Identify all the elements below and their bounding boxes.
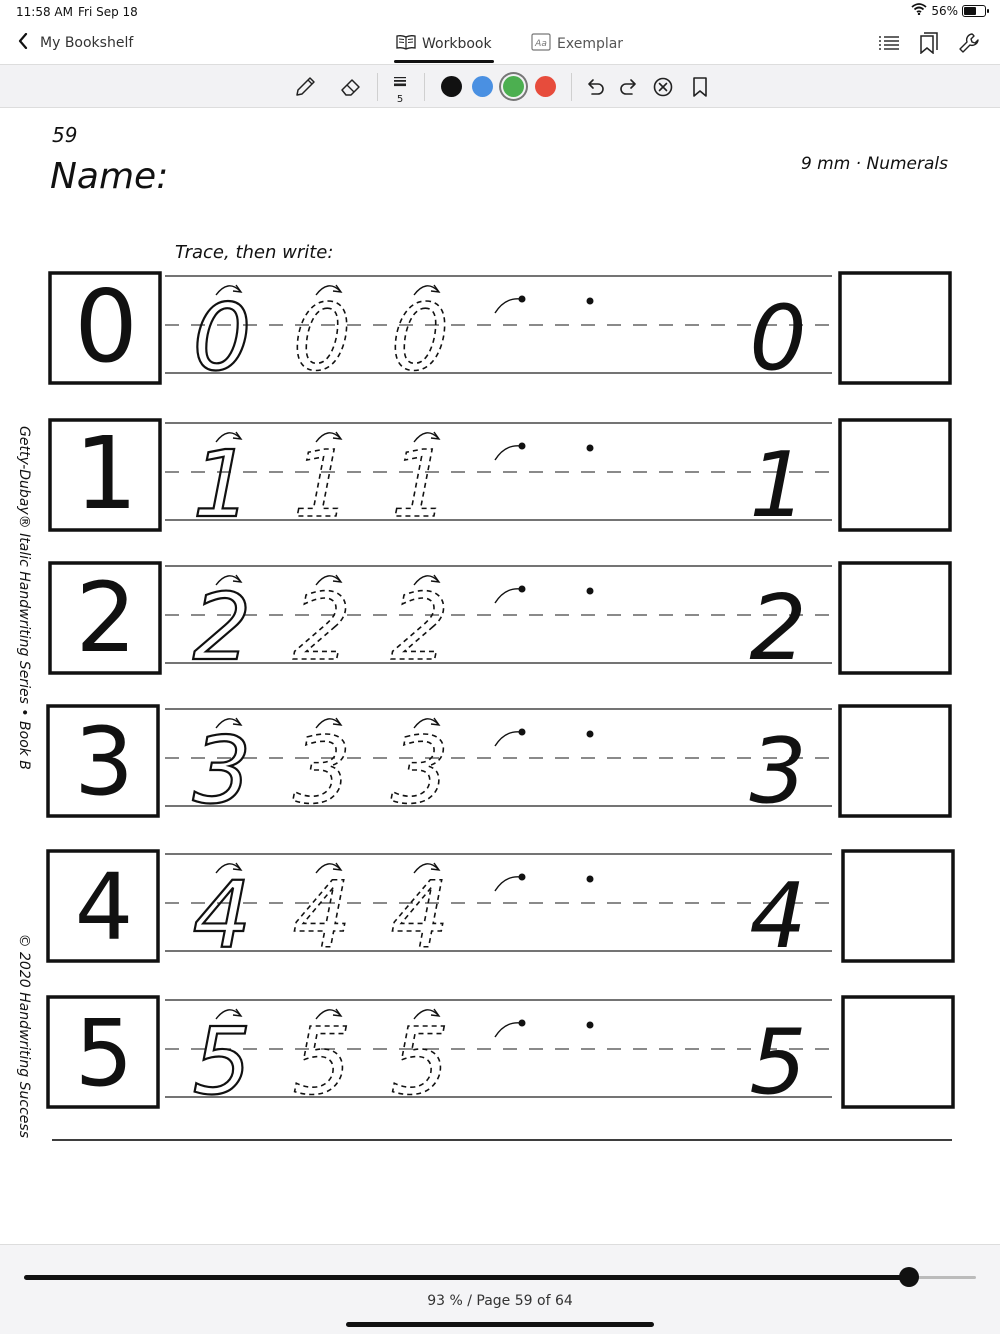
- trace-numeral-4: 4: [390, 862, 450, 969]
- pencil-icon[interactable]: [290, 72, 320, 102]
- trace-numeral-2: 2: [292, 574, 352, 681]
- copyright-credit: © 2020 Handwriting Success: [16, 933, 32, 1138]
- status-date: Fri Sep 18: [78, 5, 138, 19]
- model-numeral-5: 5: [74, 1000, 134, 1107]
- start-dot: [519, 296, 526, 303]
- trace-numeral-4: 4: [192, 862, 252, 969]
- nav-bar: [0, 24, 1000, 64]
- chevron-left-icon: [18, 33, 28, 53]
- exemplar-numeral-3: 3: [749, 719, 807, 824]
- color-blue[interactable]: [472, 76, 493, 97]
- start-dot: [519, 1020, 526, 1027]
- start-dot: [519, 874, 526, 881]
- trace-numeral-3: 3: [192, 717, 252, 824]
- color-red[interactable]: [535, 76, 556, 97]
- trace-numeral-2: 2: [192, 574, 252, 681]
- trace-numeral-4: 4: [292, 862, 352, 969]
- start-dot: [519, 729, 526, 736]
- bookmark-icon[interactable]: [685, 72, 715, 102]
- name-label: Name:: [50, 156, 169, 197]
- status-time: 11:58 AM: [16, 5, 73, 19]
- open-book-icon: [396, 34, 416, 54]
- page-slider[interactable]: [24, 1267, 976, 1287]
- exemplar-numeral-5: 5: [749, 1010, 807, 1115]
- model-numeral-0: 0: [74, 268, 138, 385]
- trace-numeral-5: 5: [292, 1008, 352, 1115]
- color-green[interactable]: [503, 76, 524, 97]
- start-arrow: [495, 446, 521, 460]
- model-numeral-4: 4: [74, 854, 134, 961]
- font-box-icon: [531, 33, 551, 55]
- undo-icon[interactable]: [580, 72, 610, 102]
- tab-exemplar[interactable]: [531, 28, 623, 60]
- annotation-toolbar: [0, 64, 1000, 108]
- back-label: My Bookshelf: [40, 35, 134, 51]
- battery-icon: [962, 5, 986, 17]
- line-weight-button[interactable]: [385, 70, 415, 104]
- start-arrow: [495, 589, 521, 603]
- trace-numeral-1: 1: [390, 431, 450, 538]
- page-info: 93 % / Page 59 of 64: [427, 1293, 573, 1309]
- start-dot: [587, 588, 594, 595]
- status-right: [911, 3, 986, 18]
- start-dot: [587, 731, 594, 738]
- start-dot: [587, 445, 594, 452]
- slider-thumb[interactable]: [899, 1267, 919, 1287]
- answer-box-1: [840, 420, 950, 530]
- start-arrow: [495, 1023, 521, 1037]
- tab-exemplar-label: Exemplar: [557, 36, 624, 52]
- eraser-icon[interactable]: [336, 72, 366, 102]
- redo-icon[interactable]: [614, 72, 644, 102]
- start-arrow: [495, 299, 521, 313]
- handwriting-worksheet[interactable]: [0, 108, 1000, 1244]
- tab-workbook-label: Workbook: [422, 36, 492, 52]
- toolbar-divider: [377, 73, 378, 101]
- wifi-icon: [911, 3, 927, 18]
- color-black[interactable]: [441, 76, 462, 97]
- exemplar-numeral-0: 0: [749, 286, 807, 391]
- tab-workbook[interactable]: [396, 28, 492, 60]
- page-number: 59: [52, 123, 78, 147]
- list-icon[interactable]: [876, 30, 902, 56]
- wrench-icon[interactable]: [956, 30, 982, 56]
- exemplar-numeral-4: 4: [749, 864, 807, 969]
- trace-numeral-3: 3: [390, 717, 450, 824]
- start-arrow: [495, 732, 521, 746]
- answer-box-3: [840, 706, 950, 816]
- trace-numeral-0: 0: [390, 284, 450, 391]
- slider-progress: [24, 1275, 909, 1280]
- answer-box-5: [843, 997, 953, 1107]
- model-numeral-3: 3: [74, 708, 134, 817]
- trace-numeral-3: 3: [292, 717, 352, 824]
- trace-numeral-1: 1: [192, 431, 252, 538]
- answer-box-2: [840, 563, 950, 673]
- start-arrow: [495, 877, 521, 891]
- workbook-page[interactable]: [0, 108, 1000, 1244]
- start-dot: [587, 1022, 594, 1029]
- page-meta: 9 mm · Numerals: [800, 154, 948, 174]
- instruction-text: Trace, then write:: [175, 242, 334, 263]
- model-numeral-2: 2: [75, 562, 137, 674]
- exemplar-numeral-2: 2: [749, 576, 807, 681]
- bottom-bar: [0, 1244, 1000, 1334]
- answer-box-4: [843, 851, 953, 961]
- start-dot: [587, 298, 594, 305]
- line-weight-value: 5: [396, 94, 404, 105]
- start-dot: [587, 876, 594, 883]
- battery-percent: 56%: [931, 3, 958, 18]
- nav-actions: [876, 30, 982, 56]
- start-dot: [519, 443, 526, 450]
- back-button[interactable]: [18, 30, 133, 56]
- status-bar: [0, 0, 1000, 24]
- trace-numeral-5: 5: [192, 1008, 252, 1115]
- exemplar-numeral-1: 1: [749, 433, 807, 538]
- trace-numeral-0: 0: [192, 284, 252, 391]
- trace-numeral-0: 0: [292, 284, 352, 391]
- start-dot: [519, 586, 526, 593]
- bookmarks-icon[interactable]: [916, 30, 942, 56]
- clear-icon[interactable]: [648, 72, 678, 102]
- toolbar-divider: [571, 73, 572, 101]
- answer-box-0: [840, 273, 950, 383]
- svg-text:Aa: Aa: [535, 39, 547, 49]
- model-numeral-1: 1: [74, 415, 138, 532]
- line-weight-icon: [393, 73, 407, 92]
- trace-numeral-1: 1: [292, 431, 352, 538]
- trace-numeral-5: 5: [390, 1008, 450, 1115]
- series-credit: Getty-Dubay® Italic Handwriting Series • Book B: [16, 426, 32, 770]
- trace-numeral-2: 2: [390, 574, 450, 681]
- toolbar-divider: [424, 73, 425, 101]
- home-indicator: [346, 1322, 654, 1327]
